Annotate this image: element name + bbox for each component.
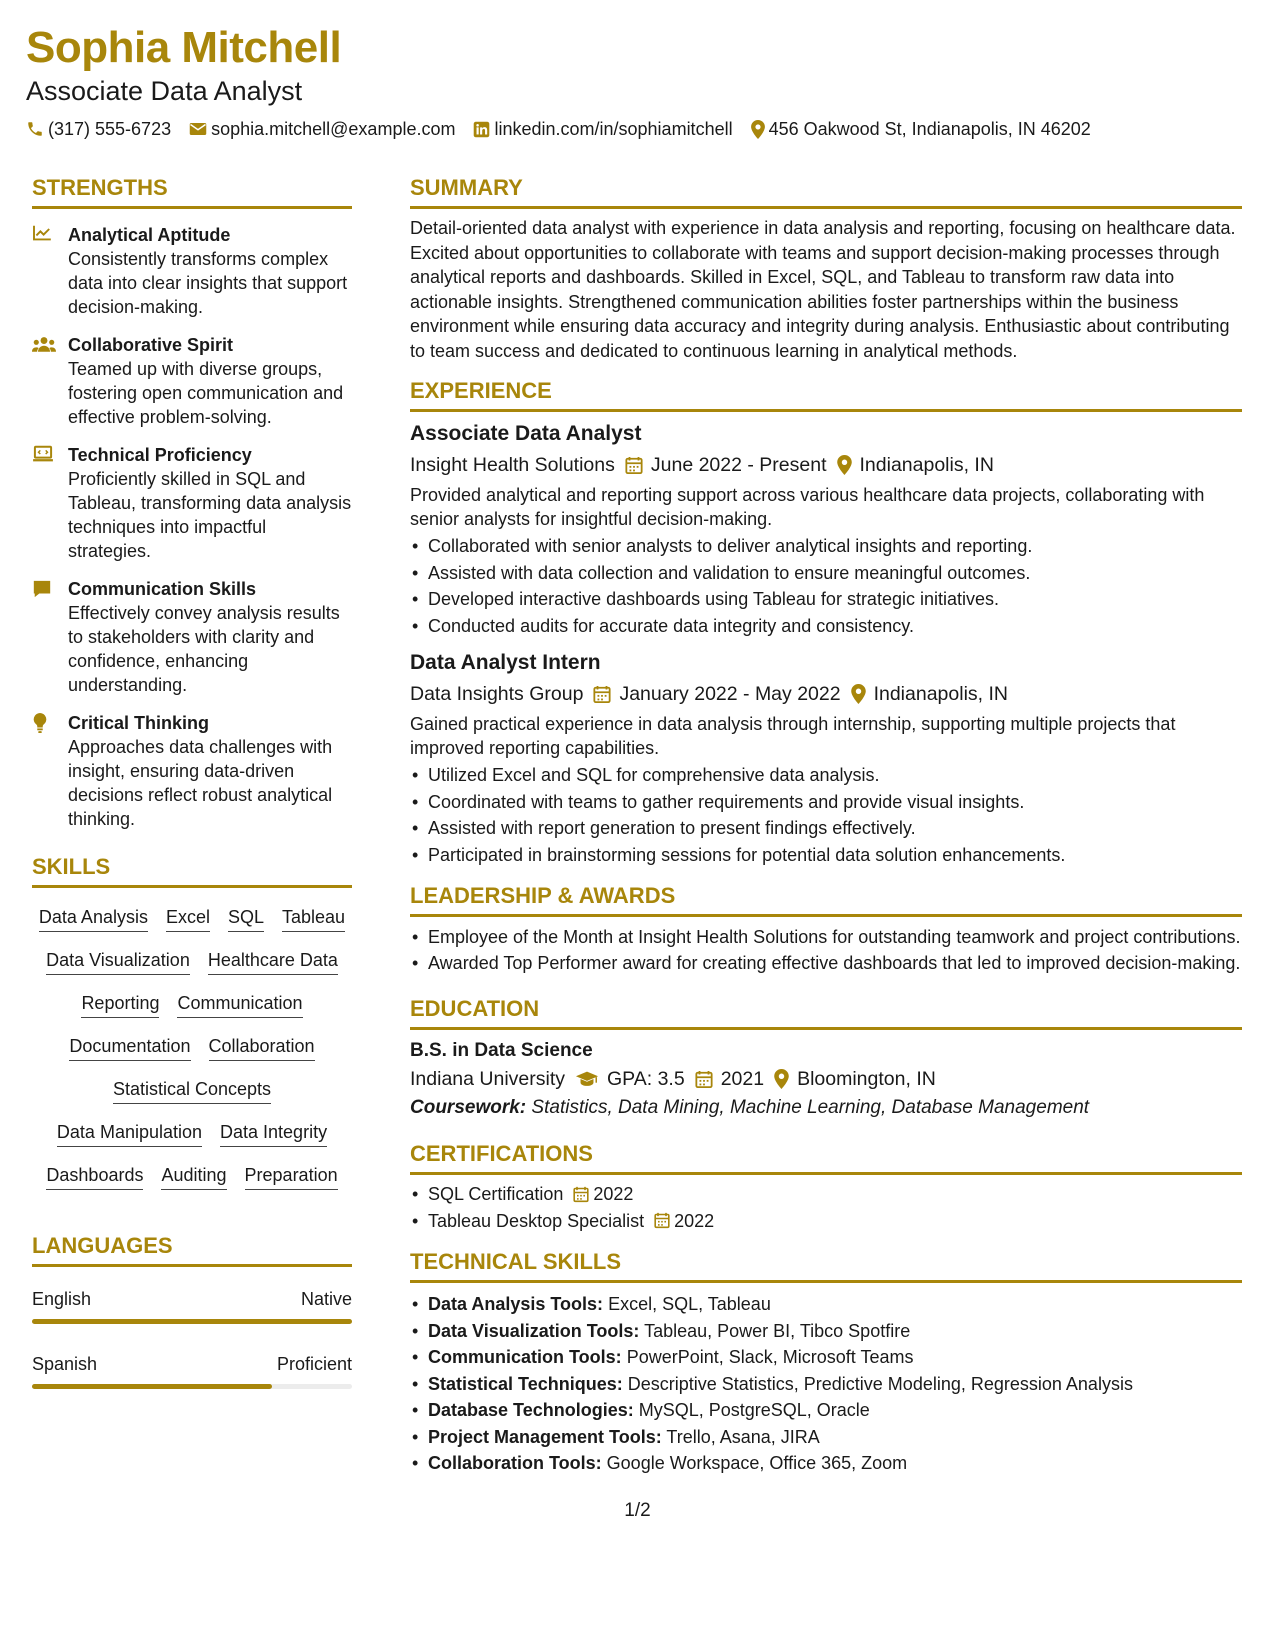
contact-email[interactable] <box>189 118 455 140</box>
list-item: • Employee of the Month at Insight Health Solutions for outstanding teamwork and project contributions. <box>410 925 1242 949</box>
skill-tag: Auditing <box>161 1164 226 1190</box>
job-meta <box>410 680 1242 708</box>
job-role: Associate Data Analyst <box>410 422 642 445</box>
job-location: Indianapolis, IN <box>873 683 1008 705</box>
calendar-icon <box>654 1212 670 1229</box>
map-pin-icon <box>751 120 765 139</box>
language-item <box>32 1287 352 1324</box>
language-level: Native <box>300 1289 352 1309</box>
education-meta <box>410 1065 1242 1093</box>
job-entry <box>410 649 1242 868</box>
strength-desc: Effectively convey analysis results to stakeholders with clarity and confidence, enhancing understanding. <box>68 603 340 695</box>
skill-tag: Healthcare Data <box>208 949 338 975</box>
calendar-icon <box>593 685 611 704</box>
education-coursework <box>410 1094 1242 1122</box>
coursework-label: Coursework: <box>410 1097 527 1118</box>
list-item: • Collaborated with senior analysts to deliver analytical insights and reporting. <box>410 533 1242 560</box>
cert-name: • Tableau Desktop Specialist <box>428 1210 645 1231</box>
job-entry <box>410 420 1242 639</box>
list-item <box>410 1424 1242 1451</box>
skill-tag: Data Visualization <box>46 949 190 975</box>
tech-label: Collaboration Tools: <box>428 1453 602 1473</box>
list-item: • Coordinated with teams to gather requirements and provide visual insights. <box>410 789 1242 816</box>
laptop-code-icon <box>32 443 56 563</box>
page-number: 1/2 <box>624 1500 651 1521</box>
tech-value: PowerPoint, Slack, Microsoft Teams <box>626 1347 914 1367</box>
education-school: Indiana University <box>410 1068 565 1090</box>
contact-phone[interactable] <box>26 118 171 140</box>
strength-desc: Consistently transforms complex data into clear insights that support decision-making. <box>68 249 348 317</box>
calendar-icon <box>695 1070 713 1089</box>
skills-list <box>32 906 352 1190</box>
tech-value: Google Workspace, Office 365, Zoom <box>606 1453 908 1473</box>
job-description: Gained practical experience in data analysis through internship, supporting multiple projects that improved reporting capabilities. <box>410 714 1176 758</box>
education-year: 2021 <box>720 1068 765 1090</box>
tech-value: Trello, Asana, JIRA <box>666 1426 820 1447</box>
experience-heading: EXPERIENCE <box>410 377 1242 412</box>
list-item: • Developed interactive dashboards using Tableau for strategic initiatives. <box>410 586 1242 613</box>
certifications-heading: CERTIFICATIONS <box>410 1140 1242 1175</box>
candidate-name: Sophia Mitchell <box>26 23 342 72</box>
strength-item <box>32 223 352 319</box>
strength-title: Collaborative Spirit <box>68 335 234 355</box>
job-description: Provided analytical and reporting support across various healthcare data projects, collaborating with senior analysts for insightful decision-making. <box>410 485 1205 529</box>
strength-item <box>32 577 352 697</box>
skill-tag: Data Manipulation <box>57 1121 202 1147</box>
education-gpa: GPA: 3.5 <box>607 1068 685 1090</box>
language-name: English <box>32 1289 92 1309</box>
language-level: Proficient <box>276 1354 352 1374</box>
tech-label: Statistical Techniques: <box>428 1373 623 1394</box>
cert-year: 2022 <box>593 1184 634 1204</box>
left-column <box>32 174 352 1389</box>
cert-year: 2022 <box>674 1210 715 1231</box>
list-item <box>410 1318 1242 1345</box>
skill-tag: Excel <box>166 906 210 932</box>
job-company: Data Insights Group <box>410 683 584 705</box>
strength-desc: Proficiently skilled in SQL and Tableau, transforming data analysis techniques into impactful strategies. <box>68 469 352 561</box>
list-item <box>410 1181 1242 1208</box>
comment-icon <box>32 577 56 697</box>
leadership-heading: LEADERSHIP & AWARDS <box>410 882 1242 917</box>
language-bar <box>32 1319 352 1324</box>
summary-heading: SUMMARY <box>410 174 1242 209</box>
skill-tag: Documentation <box>69 1035 190 1061</box>
calendar-icon <box>625 456 643 475</box>
job-role: Data Analyst Intern <box>410 651 601 674</box>
tech-value: Descriptive Statistics, Predictive Modeling, Regression Analysis <box>627 1373 1133 1394</box>
list-item <box>410 1344 1242 1371</box>
list-item <box>410 1371 1242 1398</box>
skill-tag: Dashboards <box>46 1164 143 1190</box>
strength-title: Communication Skills <box>68 579 257 599</box>
phone-icon <box>26 120 44 138</box>
certifications-list <box>410 1181 1242 1234</box>
list-item <box>410 1291 1242 1318</box>
contact-linkedin[interactable] <box>473 118 732 140</box>
skill-tag: Tableau <box>282 906 345 932</box>
users-icon <box>32 333 56 429</box>
tech-label: Database Technologies: <box>428 1400 634 1420</box>
contact-address <box>751 118 1091 140</box>
job-bullets <box>410 533 1242 639</box>
right-column <box>410 174 1242 1477</box>
skill-tag: Collaboration <box>209 1035 315 1061</box>
list-item: • Conducted audits for accurate data integrity and consistency. <box>410 613 1242 640</box>
education-location: Bloomington, IN <box>797 1068 936 1090</box>
strength-title: Critical Thinking <box>68 713 210 733</box>
language-bar-fill <box>32 1384 272 1389</box>
coursework-list: Statistics, Data Mining, Machine Learning, Database Management <box>531 1097 1090 1118</box>
list-item <box>410 1450 1242 1477</box>
strength-desc: Approaches data challenges with insight, ensuring data-driven decisions reflect robust analytical thinking. <box>68 737 333 829</box>
language-bar-fill <box>32 1319 352 1324</box>
list-item <box>410 1397 1242 1424</box>
list-item: • Participated in brainstorming sessions for potential data solution enhancements. <box>410 842 1242 869</box>
calendar-icon <box>573 1186 589 1203</box>
resume-header <box>26 22 1246 140</box>
cert-name: • SQL Certification <box>428 1184 564 1204</box>
education-degree: B.S. in Data Science <box>410 1040 593 1061</box>
job-bullets <box>410 762 1242 868</box>
tech-value: MySQL, PostgreSQL, Oracle <box>638 1400 870 1420</box>
summary-text: Detail-oriented data analyst with experience in data analysis and reporting, focusing on healthcare data. Excited about opportunities to collaborate with teams and support decision-making processes through analytical reports and dashboards. Skilled in Excel, SQL, and Tableau to transform raw data into actionable insights. Strengthened communication abilities foster partnerships within the business environment while ensuring data accuracy and integrity during analysis. Enthusiastic about contributing to team success and dedicated to continuous learning in analytical methods. <box>410 218 1236 361</box>
education-heading: EDUCATION <box>410 995 1242 1030</box>
phone-text: (317) 555-6723 <box>48 119 172 139</box>
list-item: • Awarded Top Performer award for creating effective dashboards that led to improved decision-making. <box>410 951 1242 975</box>
chart-line-icon <box>32 223 56 319</box>
contact-bar <box>26 118 1246 140</box>
map-pin-icon <box>837 455 852 475</box>
job-dates: January 2022 - May 2022 <box>619 683 841 705</box>
language-item <box>32 1352 352 1389</box>
strength-title: Technical Proficiency <box>68 445 252 465</box>
address-text: 456 Oakwood St, Indianapolis, IN 46202 <box>768 119 1091 139</box>
strength-title: Analytical Aptitude <box>68 225 231 245</box>
skill-tag: Preparation <box>245 1164 338 1190</box>
languages-heading: LANGUAGES <box>32 1232 352 1267</box>
strengths-heading: STRENGTHS <box>32 174 352 209</box>
list-item: • Assisted with data collection and validation to ensure meaningful outcomes. <box>410 560 1242 587</box>
language-bar <box>32 1384 352 1389</box>
email-text: sophia.mitchell@example.com <box>211 119 456 139</box>
technical-skills-list <box>410 1291 1242 1477</box>
language-name: Spanish <box>32 1354 98 1374</box>
job-meta <box>410 451 1242 479</box>
linkedin-text: linkedin.com/in/sophiamitchell <box>494 119 733 139</box>
skill-tag: Reporting <box>81 992 159 1018</box>
list-item <box>410 1208 1242 1235</box>
job-location: Indianapolis, IN <box>859 454 994 476</box>
list-item: • Assisted with report generation to present findings effectively. <box>410 815 1242 842</box>
strength-item <box>32 333 352 429</box>
linkedin-icon <box>473 121 490 138</box>
tech-value: Excel, SQL, Tableau <box>608 1294 771 1314</box>
candidate-title: Associate Data Analyst <box>26 76 303 106</box>
tech-label: Data Analysis Tools: <box>428 1294 604 1314</box>
job-company: Insight Health Solutions <box>410 454 615 476</box>
envelope-icon <box>189 121 207 137</box>
skill-tag: Statistical Concepts <box>113 1078 271 1104</box>
skill-tag: Data Analysis <box>39 906 148 932</box>
job-dates: June 2022 - Present <box>650 454 827 476</box>
leadership-list <box>410 925 1242 975</box>
strength-item <box>32 711 352 831</box>
technical-skills-heading: TECHNICAL SKILLS <box>410 1248 1242 1283</box>
strength-item <box>32 443 352 563</box>
skill-tag: SQL <box>228 906 264 932</box>
tech-label: Data Visualization Tools: <box>428 1320 640 1341</box>
tech-value: Tableau, Power BI, Tibco Spotfire <box>644 1320 911 1341</box>
tech-label: Communication Tools: <box>428 1347 622 1367</box>
map-pin-icon <box>774 1069 789 1089</box>
list-item: • Utilized Excel and SQL for comprehensive data analysis. <box>410 762 1242 789</box>
tech-label: Project Management Tools: <box>428 1426 662 1447</box>
graduation-cap-icon <box>575 1070 599 1088</box>
lightbulb-icon <box>32 711 56 831</box>
map-pin-icon <box>851 684 866 704</box>
skill-tag: Communication <box>177 992 302 1018</box>
strength-desc: Teamed up with diverse groups, fostering open communication and effective problem-solving. <box>68 359 344 427</box>
skill-tag: Data Integrity <box>220 1121 327 1147</box>
skills-heading: SKILLS <box>32 853 352 888</box>
